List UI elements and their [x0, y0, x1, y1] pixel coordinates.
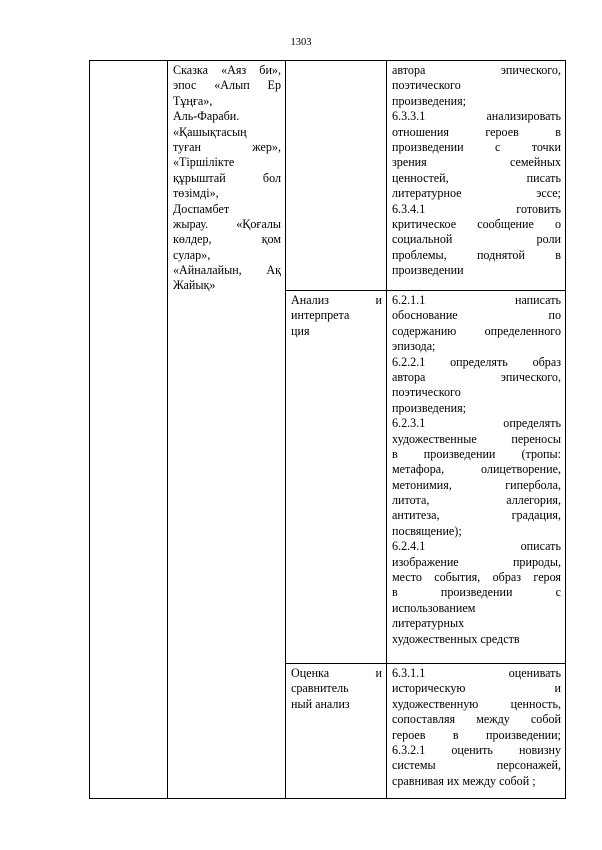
- text-line: эпизода;: [392, 339, 436, 354]
- table-row: [90, 61, 566, 291]
- text-line: произведения;: [392, 93, 467, 108]
- text-line: сулар»,: [173, 247, 211, 262]
- text-line: 6.2.1.1 написать: [392, 293, 561, 307]
- text-line: туған жер»,: [173, 139, 281, 154]
- text-line: 6.2.3.1 определять: [392, 416, 561, 431]
- text-line: Тұңға»,: [173, 93, 213, 108]
- text-line: литературное эссе;: [392, 186, 561, 201]
- text-line: «Қашықтасың: [173, 124, 247, 139]
- section-name-cell: [286, 291, 387, 664]
- text-line: төзімді»,: [173, 186, 219, 201]
- text-line: Доспамбет: [173, 201, 230, 216]
- text-line: эпос «Алып Ер: [173, 78, 281, 93]
- text-line: в произведении с: [392, 585, 561, 600]
- text-line: поэтического: [392, 78, 461, 93]
- text-line: Аль-Фараби.: [173, 109, 240, 124]
- text-line: сравнитель: [291, 681, 349, 696]
- literary-works-cell: [168, 61, 286, 799]
- text-line: сравнивая их между собой ;: [392, 773, 536, 788]
- text-line: жырау. «Қоғалы: [173, 216, 281, 231]
- text-line: метонимия, гипербола,: [392, 477, 561, 492]
- text-line: автора эпического,: [392, 369, 561, 384]
- text-line: литературных: [392, 616, 465, 631]
- text-line: место события, образ героя: [392, 570, 561, 585]
- section-name-cell: [286, 664, 387, 799]
- text-line: проблемы, поднятой в: [392, 247, 561, 262]
- text-line: художественную ценность,: [392, 696, 561, 711]
- text-line: «Айналайын, Ақ: [173, 263, 281, 278]
- curriculum-table: [89, 60, 566, 799]
- text-line: отношения героев в: [392, 124, 561, 139]
- text-line: использованием: [392, 600, 476, 615]
- text-line: Оценка и: [291, 666, 382, 680]
- text-line: Жайық»: [173, 278, 216, 293]
- text-line: сопоставляя между собой: [392, 712, 561, 727]
- text-line: социальной роли: [392, 232, 561, 247]
- learning-objectives-cell: [387, 61, 566, 291]
- empty-cell: [286, 61, 387, 291]
- text-line: системы персонажей,: [392, 758, 561, 773]
- text-line: антитеза, градация,: [392, 508, 561, 523]
- text-line: художественные переносы: [392, 431, 561, 446]
- text-line: Сказка «Аяз би»,: [173, 63, 281, 77]
- text-line: произведении с точки: [392, 139, 561, 154]
- text-line: 6.3.1.1 оценивать: [392, 666, 561, 680]
- text-line: 6.2.4.1 описать: [392, 539, 561, 554]
- text-line: ный анализ: [291, 696, 350, 711]
- text-line: 6.3.3.1 анализировать: [392, 109, 561, 124]
- text-line: «Тіршілікте: [173, 155, 235, 170]
- text-line: поэтического: [392, 385, 461, 400]
- text-line: метафора, олицетворение,: [392, 462, 561, 477]
- text-line: обоснование по: [392, 308, 561, 323]
- text-line: интерпрета: [291, 308, 350, 323]
- text-line: посвящение);: [392, 523, 462, 538]
- text-line: автора эпического,: [392, 63, 561, 77]
- text-line: произведения;: [392, 400, 467, 415]
- text-line: ценностей, писать: [392, 170, 561, 185]
- text-line: 6.2.2.1 определять образ: [392, 354, 561, 369]
- text-line: ция: [291, 323, 310, 338]
- text-line: зрения семейных: [392, 155, 561, 170]
- text-line: Анализ и: [291, 293, 382, 307]
- page-number: 1303: [290, 37, 312, 48]
- text-line: 6.3.4.1 готовить: [392, 201, 561, 216]
- text-line: содержанию определенного: [392, 323, 561, 338]
- text-line: көлдер, қом: [173, 232, 281, 247]
- text-line: литота, аллегория,: [392, 493, 561, 508]
- text-line: в произведении (тропы:: [392, 446, 561, 461]
- text-line: историческую и: [392, 681, 561, 696]
- text-line: құрыштай бол: [173, 170, 281, 185]
- text-line: 6.3.2.1 оценить новизну: [392, 742, 561, 757]
- text-line: художественных средств: [392, 631, 520, 646]
- text-line: критическое сообщение о: [392, 216, 561, 231]
- text-line: произведении: [392, 263, 464, 278]
- text-line: изображение природы,: [392, 554, 561, 569]
- learning-objectives-cell: [387, 664, 566, 799]
- empty-cell: [90, 61, 168, 799]
- learning-objectives-cell: [387, 291, 566, 664]
- text-line: героев в произведении;: [392, 727, 561, 742]
